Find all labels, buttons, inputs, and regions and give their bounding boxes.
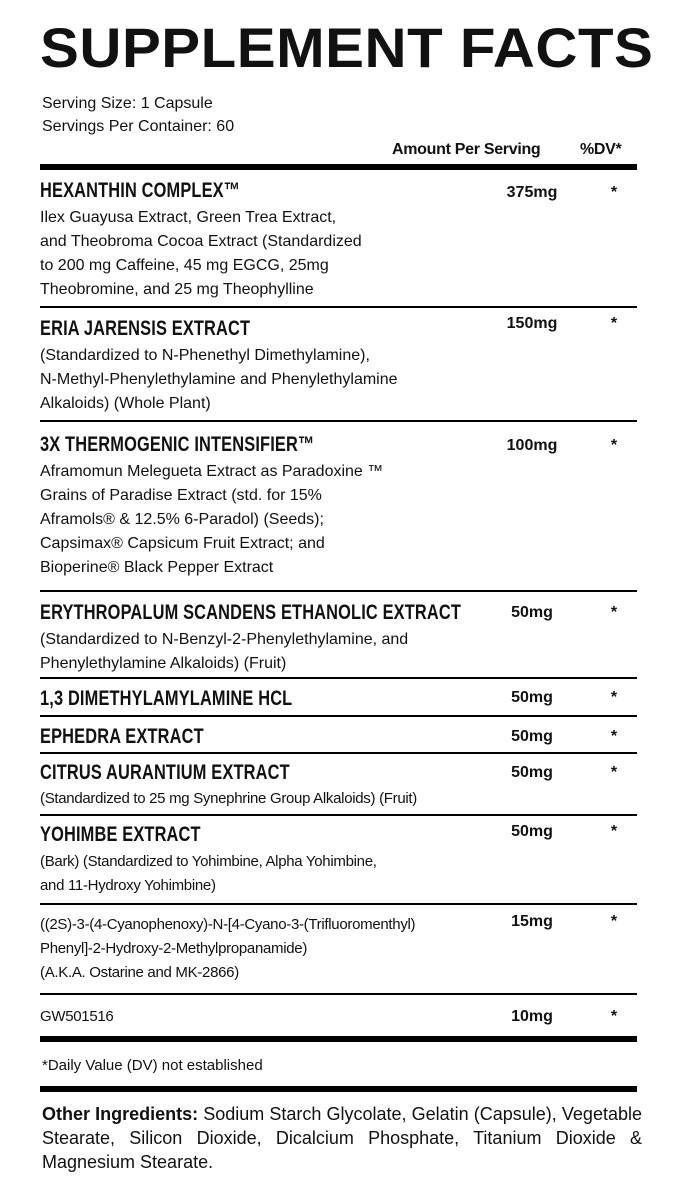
ingredient-amount: 50mg <box>511 728 553 745</box>
ingredient-description-line: Phenylethylamine Alkaloids) (Fruit) <box>40 655 287 672</box>
ingredient-description-line: (Standardized to N-Phenethyl Dimethylamine), <box>40 347 370 364</box>
footer-divider <box>40 1086 637 1092</box>
ingredient-description-line: Aframols® & 12.5% 6-Paradol) (Seeds); <box>40 511 324 528</box>
ingredient-name: 3X THERMOGENIC INTENSIFIER™ <box>40 433 315 456</box>
ingredient-dv: * <box>610 184 618 201</box>
ingredient-description-line: Alkaloids) (Whole Plant) <box>40 395 211 412</box>
row-divider <box>40 420 637 422</box>
ingredient-amount: 50mg <box>511 689 553 706</box>
row-divider <box>40 677 637 679</box>
ingredient-row <box>40 180 637 300</box>
ingredient-row <box>40 824 637 896</box>
ingredient-dv: * <box>610 315 618 332</box>
row-divider <box>40 590 637 592</box>
ingredient-name: ERYTHROPALUM SCANDENS ETHANOLIC EXTRACT <box>40 601 462 624</box>
ingredient-name: GW501516 <box>40 1008 114 1025</box>
table-bottom-divider <box>40 1036 637 1042</box>
row-divider <box>40 814 637 816</box>
row-divider <box>40 306 637 308</box>
other-ingredients <box>42 1102 642 1174</box>
ingredient-name: 1,3 DIMETHYLAMYLAMINE HCL <box>40 687 293 710</box>
ingredient-description-line: N-Methyl-Phenylethylamine and Phenylethylamine <box>40 371 398 388</box>
ingredient-name: ERIA JARENSIS EXTRACT <box>40 317 251 340</box>
ingredient-description-line: (Bark) (Standardized to Yohimbine, Alpha Yohimbine, <box>40 853 377 870</box>
ingredient-description-line: Ilex Guayusa Extract, Green Trea Extract, <box>40 209 337 226</box>
ingredient-description-line: to 200 mg Caffeine, 45 mg EGCG, 25mg <box>40 257 329 274</box>
ingredient-amount: 375mg <box>506 184 558 201</box>
servings-per-container: Servings Per Container: 60 <box>42 118 235 135</box>
ingredient-dv: * <box>610 728 618 745</box>
dv-column-header: %DV* <box>580 141 622 158</box>
ingredient-name: HEXANTHIN COMPLEX™ <box>40 179 241 202</box>
ingredient-amount: 150mg <box>506 315 558 332</box>
ingredient-description-line: (Standardized to N-Benzyl-2-Phenylethylamine, and <box>40 631 409 648</box>
ingredient-name: YOHIMBE EXTRACT <box>40 823 201 846</box>
ingredient-description-line: Grains of Paradise Extract (std. for 15% <box>40 487 322 504</box>
ingredient-dv: * <box>610 437 618 454</box>
ingredient-amount: 50mg <box>511 604 553 621</box>
ingredient-name: EPHEDRA EXTRACT <box>40 725 204 748</box>
ingredient-row <box>40 315 637 414</box>
row-divider <box>40 903 637 905</box>
ingredient-dv: * <box>610 604 618 621</box>
other-ingredients-label: Other Ingredients: <box>42 1104 199 1124</box>
ingredient-amount: 50mg <box>511 764 553 781</box>
dv-footnote: *Daily Value (DV) not established <box>42 1057 263 1074</box>
ingredient-description-line: and Theobroma Cocoa Extract (Standardized <box>40 233 362 250</box>
ingredient-row <box>40 913 637 985</box>
ingredient-description-line: Capsimax® Capsicum Fruit Extract; and <box>40 535 325 552</box>
ingredient-description-line: Aframomun Melegueta Extract as Paradoxine ™ <box>40 463 384 480</box>
ingredient-name: CITRUS AURANTIUM EXTRACT <box>40 761 290 784</box>
ingredient-dv: * <box>610 823 618 840</box>
ingredient-amount: 100mg <box>506 437 558 454</box>
ingredient-row <box>40 602 637 674</box>
ingredient-description-line: Phenyl]-2-Hydroxy-2-Methylpropanamide) <box>40 940 308 957</box>
ingredient-dv: * <box>610 764 618 781</box>
page-title: SUPPLEMENT FACTS <box>40 16 654 79</box>
ingredient-description-line: (A.K.A. Ostarine and MK-2866) <box>40 964 239 981</box>
ingredient-description-line: Theobromine, and 25 mg Theophylline <box>40 281 314 298</box>
other-ingredients-text: Sodium Starch Glycolate, Gelatin (Capsule), Vegetable Stearate, Silicon Dioxide, Dicalcium Phosphate, Titanium Dioxide & Magnesium Stearate. <box>42 1104 642 1172</box>
ingredient-row <box>40 762 637 810</box>
ingredient-description-line: (Standardized to 25 mg Synephrine Group Alkaloids) (Fruit) <box>40 790 417 807</box>
ingredient-dv: * <box>610 689 618 706</box>
ingredient-description-line: Bioperine® Black Pepper Extract <box>40 559 274 576</box>
ingredient-dv: * <box>610 913 618 930</box>
ingredient-description-line: ((2S)-3-(4-Cyanophenoxy)-N-[4-Cyano-3-(Trifluoromenthyl) <box>40 916 416 933</box>
ingredient-row <box>40 688 637 712</box>
header-divider <box>40 164 637 170</box>
row-divider <box>40 752 637 754</box>
ingredient-row <box>40 726 637 750</box>
ingredient-description-line: and 11-Hydroxy Yohimbine) <box>40 877 216 894</box>
row-divider <box>40 993 637 995</box>
ingredient-row <box>40 1005 637 1029</box>
ingredient-dv: * <box>610 1008 618 1025</box>
ingredient-row <box>40 434 637 578</box>
ingredient-amount: 10mg <box>511 1008 553 1025</box>
serving-size: Serving Size: 1 Capsule <box>42 95 213 112</box>
ingredient-amount: 50mg <box>511 823 553 840</box>
row-divider <box>40 715 637 717</box>
ingredient-amount: 15mg <box>511 913 553 930</box>
amount-column-header: Amount Per Serving <box>392 141 541 158</box>
